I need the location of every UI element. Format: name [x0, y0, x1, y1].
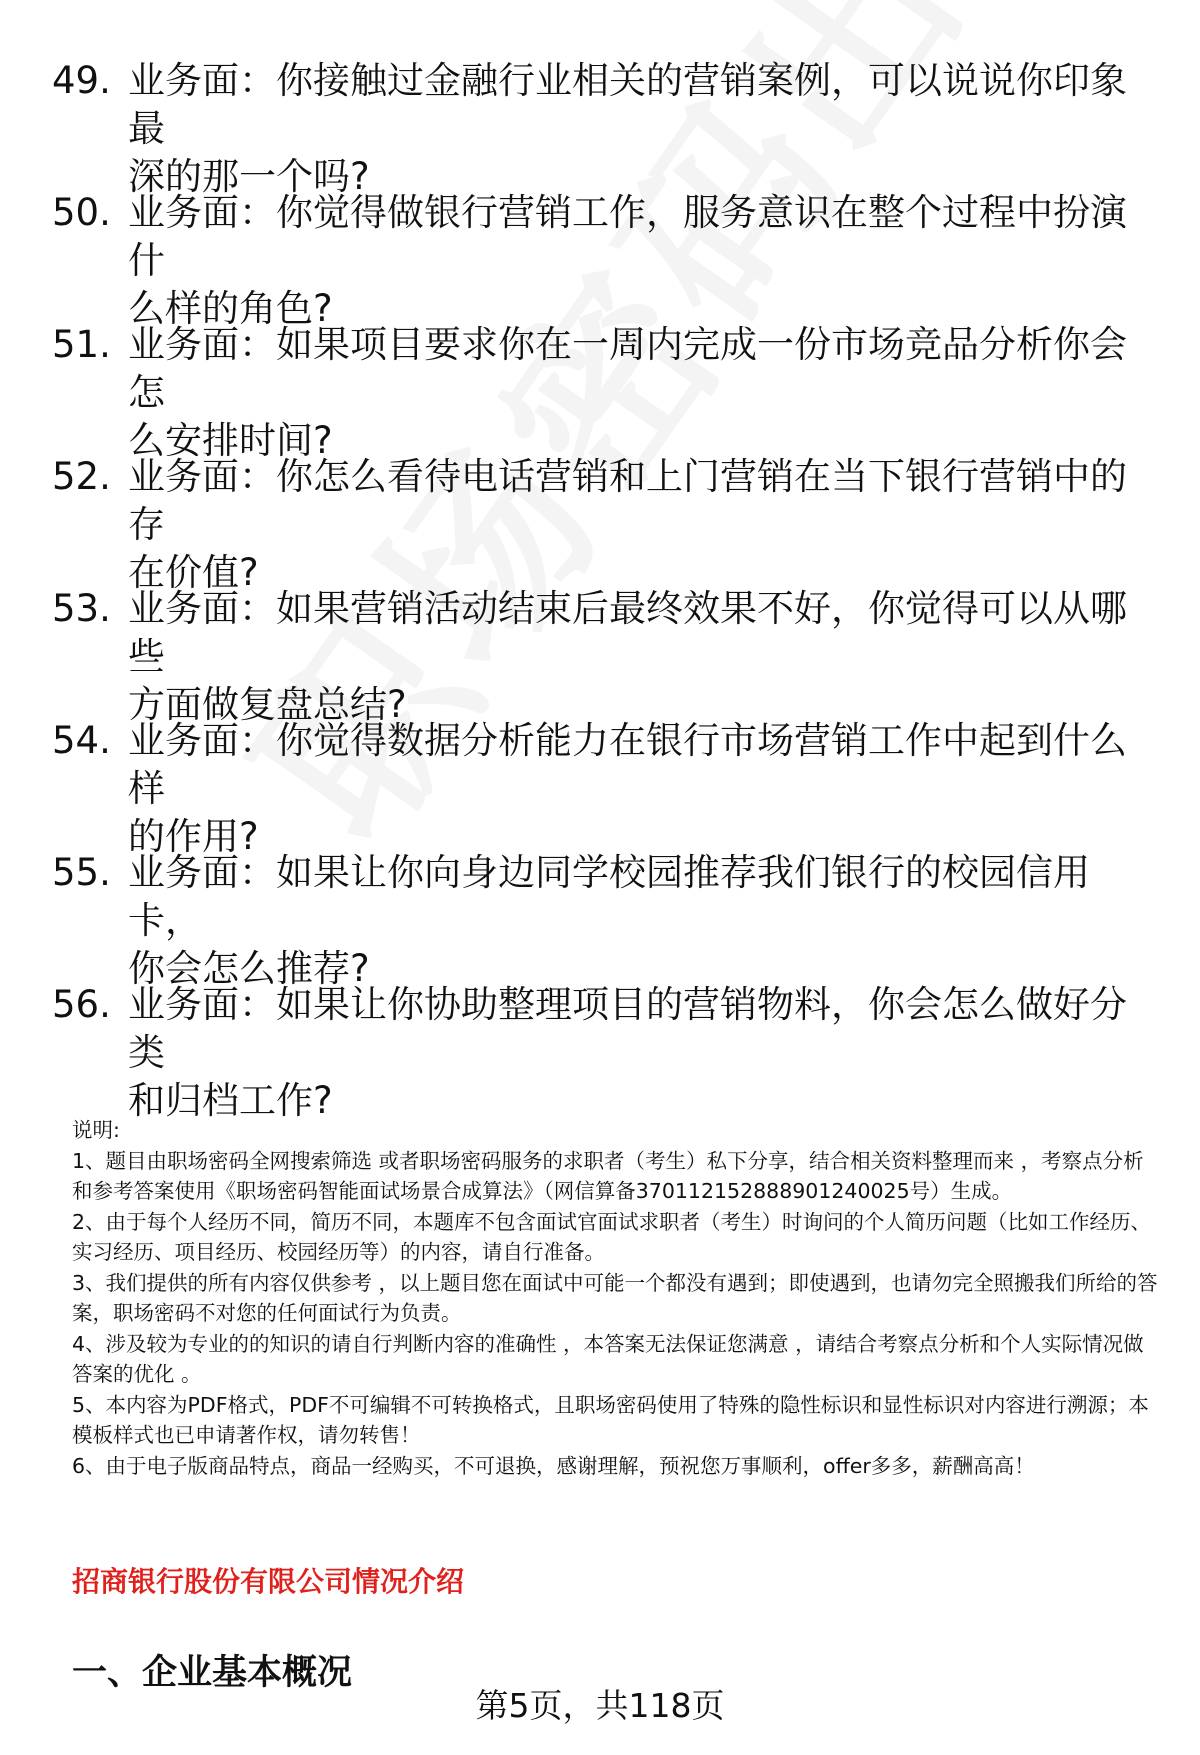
note-item: 4、涉及较为专业的的知识的请自行判断内容的准确性 ，本答案无法保证您满意 ，请结合考察点分析和个人实际情况做答案的优化 。 — [72, 1331, 1144, 1386]
question-number: 52. — [52, 455, 111, 498]
question-item — [52, 981, 1152, 1122]
question-item — [52, 453, 1152, 594]
question-number: 54. — [52, 719, 111, 762]
note-item: 3、我们提供的所有内容仅供参考 ，以上题目您在面试中可能一个都没有遇到；即使遇到，也请勿完全照搬我们所给的答案，职场密码不对您的任何面试行为负责。 — [72, 1270, 1158, 1325]
question-item — [52, 321, 1152, 462]
note-item: 1、题目由职场密码全网搜索筛选 或者职场密码服务的求职者（考生）私下分享，结合相关资料整理而来 ，考察点分析和参考答案使用《职场密码智能面试场景合成算法》（网信算备370112152888901240025号）生成。 — [72, 1148, 1144, 1203]
question-item — [52, 717, 1152, 858]
question-number: 51. — [52, 323, 111, 366]
question-item — [52, 585, 1152, 726]
company-intro-title: 招商银行股份有限公司情况介绍 — [72, 1565, 465, 1598]
question-text: 业务面：如果项目要求你在一周内完成一份市场竞品分析你会怎 么安排时间? — [128, 323, 1127, 462]
question-number: 50. — [52, 191, 111, 234]
question-item — [52, 849, 1152, 990]
question-list — [52, 57, 1152, 1122]
notes-section — [72, 1115, 1158, 1481]
question-number: 49. — [52, 59, 111, 102]
page-number: 第5页，共118页 — [475, 1686, 725, 1725]
question-item — [52, 189, 1152, 330]
section-heading: 一、企业基本概况 — [72, 1653, 353, 1693]
question-number: 53. — [52, 587, 111, 630]
notes-heading: 说明: — [72, 1118, 120, 1142]
question-text: 业务面：如果让你协助整理项目的营销物料，你会怎么做好分类 和归档工作? — [128, 983, 1127, 1122]
question-number: 56. — [52, 983, 111, 1026]
question-text: 业务面：你接触过金融行业相关的营销案例，可以说说你印象最 深的那一个吗? — [128, 59, 1127, 198]
note-item: 5、本内容为PDF格式，PDF不可编辑不可转换格式，且职场密码使用了特殊的隐性标识和显性标识对内容进行溯源；本模板样式也已申请著作权，请勿转售！ — [72, 1392, 1149, 1447]
question-number: 55. — [52, 851, 111, 894]
question-text: 业务面：你觉得做银行营销工作，服务意识在整个过程中扮演什 么样的角色? — [128, 191, 1127, 330]
question-text: 业务面：如果让你向身边同学校园推荐我们银行的校园信用卡， 你会怎么推荐? — [128, 851, 1090, 990]
question-text: 业务面：如果营销活动结束后最终效果不好，你觉得可以从哪些 方面做复盘总结? — [128, 587, 1127, 726]
note-item: 6、由于电子版商品特点，商品一经购买，不可退换，感谢理解，预祝您万事顺利，offer多多，薪酬高高！ — [72, 1453, 1035, 1478]
question-item — [52, 57, 1152, 198]
question-text: 业务面：你觉得数据分析能力在银行市场营销工作中起到什么样 的作用? — [128, 719, 1127, 858]
question-text: 业务面：你怎么看待电话营销和上门营销在当下银行营销中的存 在价值? — [128, 455, 1127, 594]
note-item: 2、由于每个人经历不同，简历不同，本题库不包含面试官面试求职者（考生）时询问的个人简历问题（比如工作经历、实习经历、项目经历、校园经历等）的内容，请自行准备。 — [72, 1209, 1152, 1264]
